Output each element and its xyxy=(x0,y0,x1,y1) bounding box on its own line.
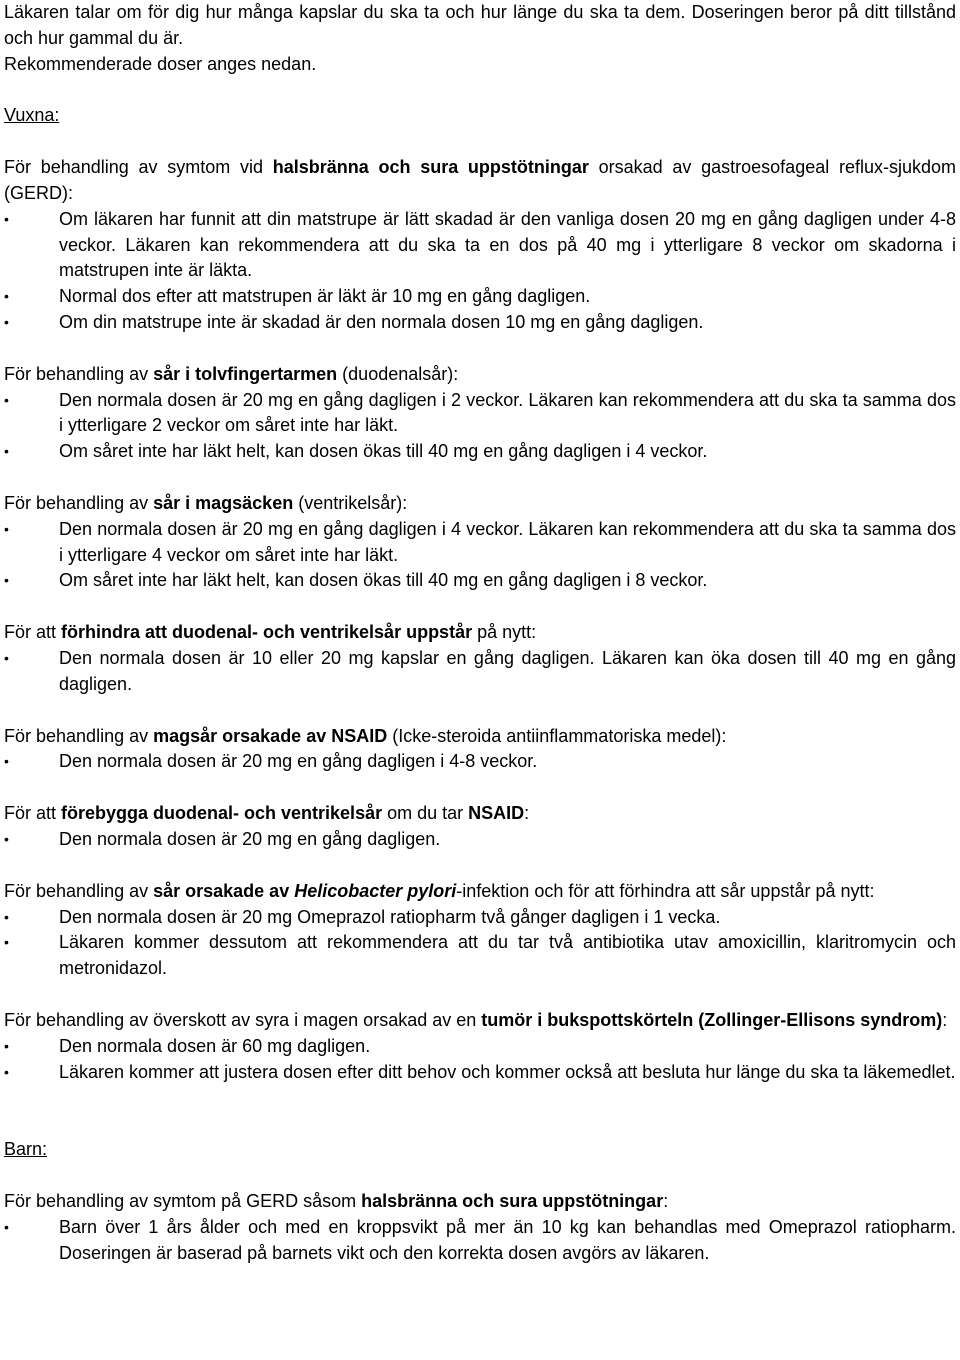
text: : xyxy=(663,1191,669,1212)
bullet-icon: • xyxy=(4,443,9,460)
gerd-intro xyxy=(4,155,956,207)
bold-term: magsår orsakade av NSAID xyxy=(153,725,388,746)
list-item-text: Normal dos efter att matstrupen är läkt är 10 mg en gång dagligen. xyxy=(59,286,591,307)
text: För behandling av överskott av syra i magen orsakad av en xyxy=(4,1009,482,1030)
text: För behandling av symtom på GERD såsom xyxy=(4,1191,362,1212)
intro-paragraph xyxy=(4,0,956,77)
text: : xyxy=(942,1009,948,1030)
list-item xyxy=(4,749,956,775)
text: För behandling av xyxy=(4,725,154,746)
list-item xyxy=(4,1215,956,1267)
text: -infektion och för att förhindra att sår uppstår på nytt: xyxy=(456,880,875,901)
nsaid-prevent-dose-list xyxy=(4,827,956,853)
bullet-icon: • xyxy=(4,210,9,227)
list-item xyxy=(4,439,956,465)
list-item xyxy=(4,1060,956,1086)
bullet-icon: • xyxy=(4,830,9,847)
bullet-icon: • xyxy=(4,1218,9,1235)
list-item-text: Den normala dosen är 10 eller 20 mg kapslar en gång dagligen. Läkaren kan öka dosen till 40 mg en gång dagligen. xyxy=(59,647,956,694)
leaflet-page xyxy=(4,0,956,1266)
gerd-dose-list xyxy=(4,207,956,336)
bold-term: förhindra att duodenal- och ventrikelsår uppstår xyxy=(61,622,473,643)
bullet-icon: • xyxy=(4,753,9,770)
text: (duodenalsår): xyxy=(337,363,459,384)
list-item xyxy=(4,905,956,931)
text: För att xyxy=(4,803,62,824)
list-item xyxy=(4,646,956,698)
list-item-text: Barn över 1 års ålder och med en kroppsvikt på mer än 10 kg kan behandlas med Omeprazol ratiopharm. Doseringen är baserad på barnets vikt och den korrekta dosen avgörs av läkaren. xyxy=(59,1216,956,1263)
gastric-intro xyxy=(4,491,956,517)
bold-term: sår orsakade av xyxy=(153,880,295,901)
list-item xyxy=(4,827,956,853)
list-item-text: Den normala dosen är 20 mg en gång dagligen. xyxy=(59,828,441,849)
gastric-dose-list xyxy=(4,517,956,594)
bold-term: sår i magsäcken xyxy=(153,492,294,513)
list-item-text: Den normala dosen är 20 mg en gång dagligen i 2 veckor. Läkaren kan rekommendera att du ska ta samma dos i ytterligare 2 veckor om såret inte har läkt. xyxy=(59,389,956,436)
list-item xyxy=(4,388,956,440)
text: För behandling av xyxy=(4,492,154,513)
nsaid-prevent-intro xyxy=(4,801,956,827)
duodenal-dose-list xyxy=(4,388,956,465)
list-item-text: Den normala dosen är 20 mg en gång dagligen i 4 veckor. Läkaren kan rekommendera att du ska ta samma dos i ytterligare 4 veckor om såret inte har läkt. xyxy=(59,518,956,565)
list-item xyxy=(4,310,956,336)
children-gerd-intro xyxy=(4,1189,956,1215)
bullet-icon: • xyxy=(4,908,9,925)
bullet-icon: • xyxy=(4,649,9,666)
bullet-icon: • xyxy=(4,520,9,537)
bold-term: förebygga duodenal- och ventrikelsår xyxy=(61,803,383,824)
bold-term: sår i tolvfingertarmen xyxy=(153,363,338,384)
text: (ventrikelsår): xyxy=(293,492,408,513)
list-item xyxy=(4,284,956,310)
bold-term: NSAID xyxy=(468,803,525,824)
intro-text-recommended: Rekommenderade doser anges nedan. xyxy=(4,53,317,74)
text: på nytt: xyxy=(472,622,537,643)
list-item xyxy=(4,930,956,982)
bold-term: halsbränna och sura uppstötningar xyxy=(361,1191,664,1212)
nsaid-intro xyxy=(4,724,956,750)
bullet-icon: • xyxy=(4,572,9,589)
list-item-text: Den normala dosen är 20 mg en gång dagligen i 4-8 veckor. xyxy=(59,751,538,772)
text: orsakad av gastroesofageal reflux-sjukdom (GERD): xyxy=(4,157,956,203)
text: För behandling av xyxy=(4,363,154,384)
prevent-dose-list xyxy=(4,646,956,698)
bullet-icon: • xyxy=(4,1063,9,1080)
bold-italic-term: Helicobacter pylori xyxy=(294,880,457,901)
list-item xyxy=(4,568,956,594)
text: (Icke-steroida antiinflammatoriska medel): xyxy=(387,725,727,746)
list-item-text: Läkaren kommer dessutom att rekommendera att du tar två antibiotika utav amoxicillin, klaritromycin och metronidazol. xyxy=(59,932,956,979)
bullet-icon: • xyxy=(4,313,9,330)
children-dose-list xyxy=(4,1215,956,1267)
bullet-icon: • xyxy=(4,1037,9,1054)
zollinger-intro xyxy=(4,1008,956,1034)
text: För att xyxy=(4,622,62,643)
text: För behandling av symtom vid xyxy=(4,157,273,178)
list-item-text: Den normala dosen är 60 mg dagligen. xyxy=(59,1035,371,1056)
list-item-text: Om läkaren har funnit att din matstrupe är lätt skadad är den vanliga dosen 20 mg en gång dagligen under 4-8 veckor. Läkaren kan rekommendera att du ska ta en dos på 40 mg i ytterligare 8 veckor om skadorna i matstrupen inte är läkta. xyxy=(59,208,956,281)
adults-heading: Vuxna: xyxy=(4,105,60,126)
list-item-text: Läkaren kommer att justera dosen efter ditt behov och kommer också att besluta hur länge du ska ta läkemedlet. xyxy=(59,1061,956,1082)
list-item-text: Om din matstrupe inte är skadad är den normala dosen 10 mg en gång dagligen. xyxy=(59,311,704,332)
zollinger-dose-list xyxy=(4,1034,956,1086)
intro-text: Läkaren talar om för dig hur många kapslar du ska ta och hur länge du ska ta dem. Doseringen beror på ditt tillstånd och hur gammal du är. xyxy=(4,2,956,48)
bullet-icon: • xyxy=(4,391,9,408)
bold-term: tumör i bukspottskörteln (Zollinger-Ellisons syndrom) xyxy=(481,1009,943,1030)
text: om du tar xyxy=(382,803,469,824)
text: : xyxy=(524,803,530,824)
list-item xyxy=(4,1034,956,1060)
hpylori-intro xyxy=(4,879,956,905)
list-item-text: Om såret inte har läkt helt, kan dosen ökas till 40 mg en gång dagligen i 8 veckor. xyxy=(59,570,708,591)
text: För behandling av xyxy=(4,880,154,901)
list-item-text: Den normala dosen är 20 mg Omeprazol ratiopharm två gånger dagligen i 1 vecka. xyxy=(59,906,721,927)
children-heading: Barn: xyxy=(4,1139,48,1160)
hpylori-dose-list xyxy=(4,905,956,982)
list-item xyxy=(4,207,956,284)
bullet-icon: • xyxy=(4,934,9,951)
bold-term: halsbränna och sura uppstötningar xyxy=(272,157,589,178)
nsaid-dose-list xyxy=(4,749,956,775)
prevent-intro xyxy=(4,620,956,646)
bullet-icon: • xyxy=(4,288,9,305)
list-item xyxy=(4,517,956,569)
duodenal-intro xyxy=(4,362,956,388)
list-item-text: Om såret inte har läkt helt, kan dosen ökas till 40 mg en gång dagligen i 4 veckor. xyxy=(59,441,708,462)
